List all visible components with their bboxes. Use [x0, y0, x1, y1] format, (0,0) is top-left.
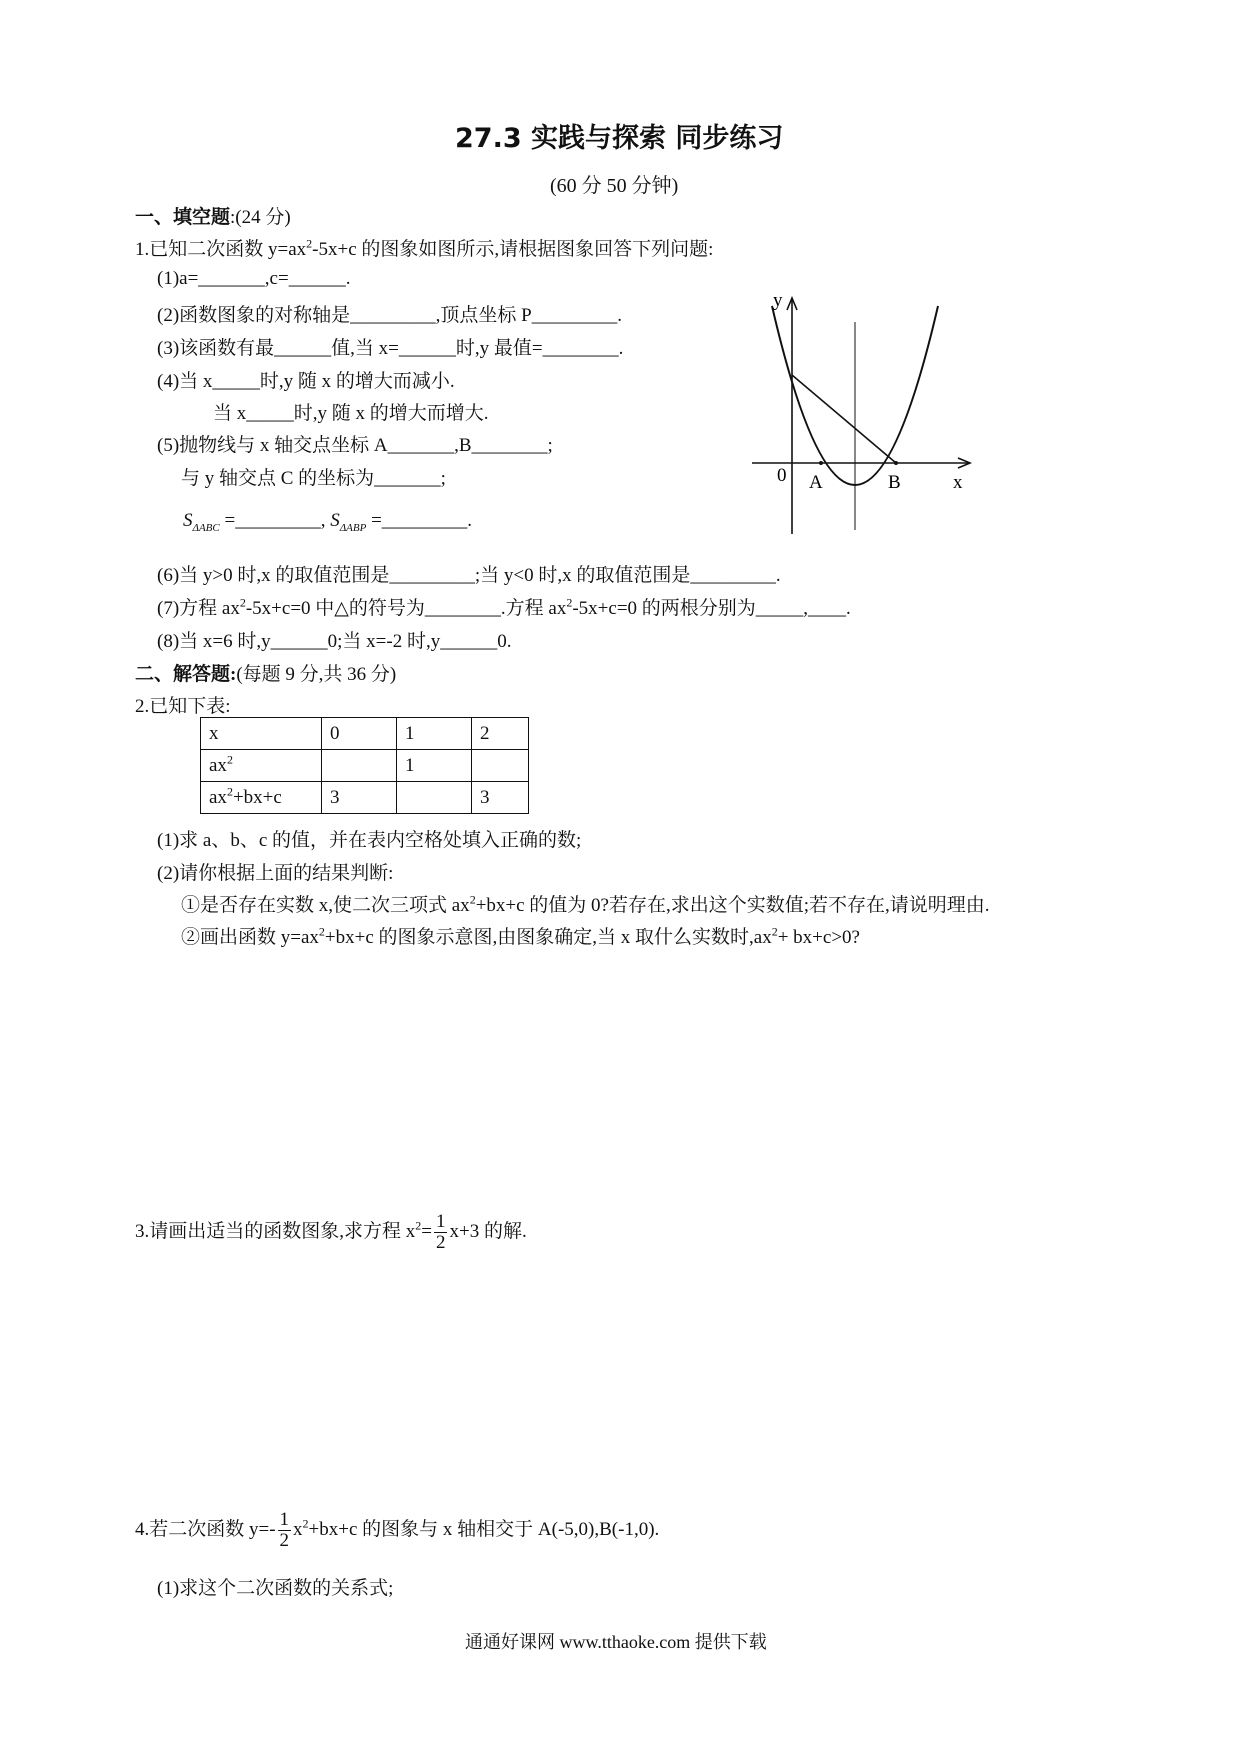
question-1-part-1: (1)a=_______,c=______.	[157, 268, 351, 289]
question-1-part-2: (2)函数图象的对称轴是_________,顶点坐标 P_________.	[157, 305, 622, 326]
fraction-one-half: $\frac{1}{2}$	[435, 1211, 446, 1253]
question-2-part-1: (1)求 a、b、c 的值，并在表内空格处填入正确的数;	[157, 830, 582, 851]
question-1-part-8: (8)当 x=6 时,y______0;当 x=-2 时,y______0.	[157, 631, 512, 652]
section-title: 二、解答题:	[135, 664, 237, 685]
section-heading-fill-in	[135, 202, 291, 229]
question-1-part-6: (6)当 y>0 时,x 的取值范围是_________;当 y<0 时,x 的取值范围是_________.	[157, 565, 781, 586]
question-4-stem: 4.若二次函数 y=- $\frac{1}{2}$ $x^2+bx+c$ 的图象与 x 轴相交于 A(-5,0),B(-1,0).	[135, 1509, 660, 1551]
section-heading-solve	[135, 659, 396, 686]
parabola-figure	[740, 290, 980, 540]
question-2-part-2a: ①是否存在实数 x,使二次三项式 $ax^2+bx+c$ 的值为 0?若存在,求出这个实数值;若不存在,请说明理由.	[181, 892, 990, 916]
table-row: $ax^2+bx+c$ 3 3	[201, 782, 529, 814]
question-1-part-3: (3)该函数有最______值,当 x=______时,y 最值=________.	[157, 338, 624, 359]
question-1-part-7: (7)方程 $ax^2-5x+c=0$ 中△的符号为________.方程 $ax^2-5x+c=0$ 的两根分别为_____,____.	[157, 595, 851, 619]
label-b: B	[888, 472, 901, 493]
question-2-part-2: (2)请你根据上面的结果判断:	[157, 863, 394, 884]
fraction-one-half: $\frac{1}{2}$	[279, 1509, 290, 1551]
section-points: :(24 分)	[230, 207, 291, 228]
point-a-marker	[819, 461, 823, 465]
question-4-part-1: (1)求这个二次函数的关系式;	[157, 1578, 394, 1599]
question-3: 3.请画出适当的函数图象,求方程 $x^2=$ $\frac{1}{2}$ x+3 的解.	[135, 1211, 527, 1253]
question-2-stem: 2.已知下表:	[135, 696, 231, 717]
table-row: $ax^2$ 1	[201, 750, 529, 782]
label-origin: 0	[777, 465, 787, 486]
table-row: x 0 1 2	[201, 718, 529, 750]
question-1-part-5a: (5)抛物线与 x 轴交点坐标 A_______,B________;	[157, 435, 553, 456]
question-1-part-5b: 与 y 轴交点 C 的坐标为_______;	[181, 468, 446, 489]
segment-cb	[792, 375, 896, 463]
question-1-part-4b: 当 x_____时,y 随 x 的增大而增大.	[213, 403, 489, 424]
page-subtitle: (60 分 50 分钟)	[550, 175, 679, 197]
footer-credit: 通通好课网 www.tthaoke.com 提供下载	[465, 1632, 767, 1652]
question-1-part-4a: (4)当 x_____时,y 随 x 的增大而减小.	[157, 371, 455, 392]
section-title: 一、填空题	[135, 207, 231, 228]
question-1-stem: 1.已知二次函数 $y=ax^2-5x+c$ 的图象如图所示,请根据图象回答下列问题:	[135, 236, 714, 260]
question-2-part-2b: ②画出函数 $y=ax^2+bx+c$ 的图象示意图,由图象确定,当 x 取什么实数时$,ax^2+ bx+c>0$?	[181, 924, 860, 948]
label-a: A	[809, 472, 823, 493]
label-y: y	[773, 290, 783, 311]
values-table	[200, 717, 529, 814]
label-x: x	[953, 472, 963, 493]
page-title: 27.3 实践与探索 同步练习	[455, 123, 784, 154]
point-b-marker	[894, 461, 898, 465]
section-points: (每题 9 分,共 36 分)	[236, 664, 397, 685]
question-1-part-5c: $S_{\Delta ABC}$ =_________, $S_{\Delta ABP}$ =_________.	[183, 510, 473, 534]
